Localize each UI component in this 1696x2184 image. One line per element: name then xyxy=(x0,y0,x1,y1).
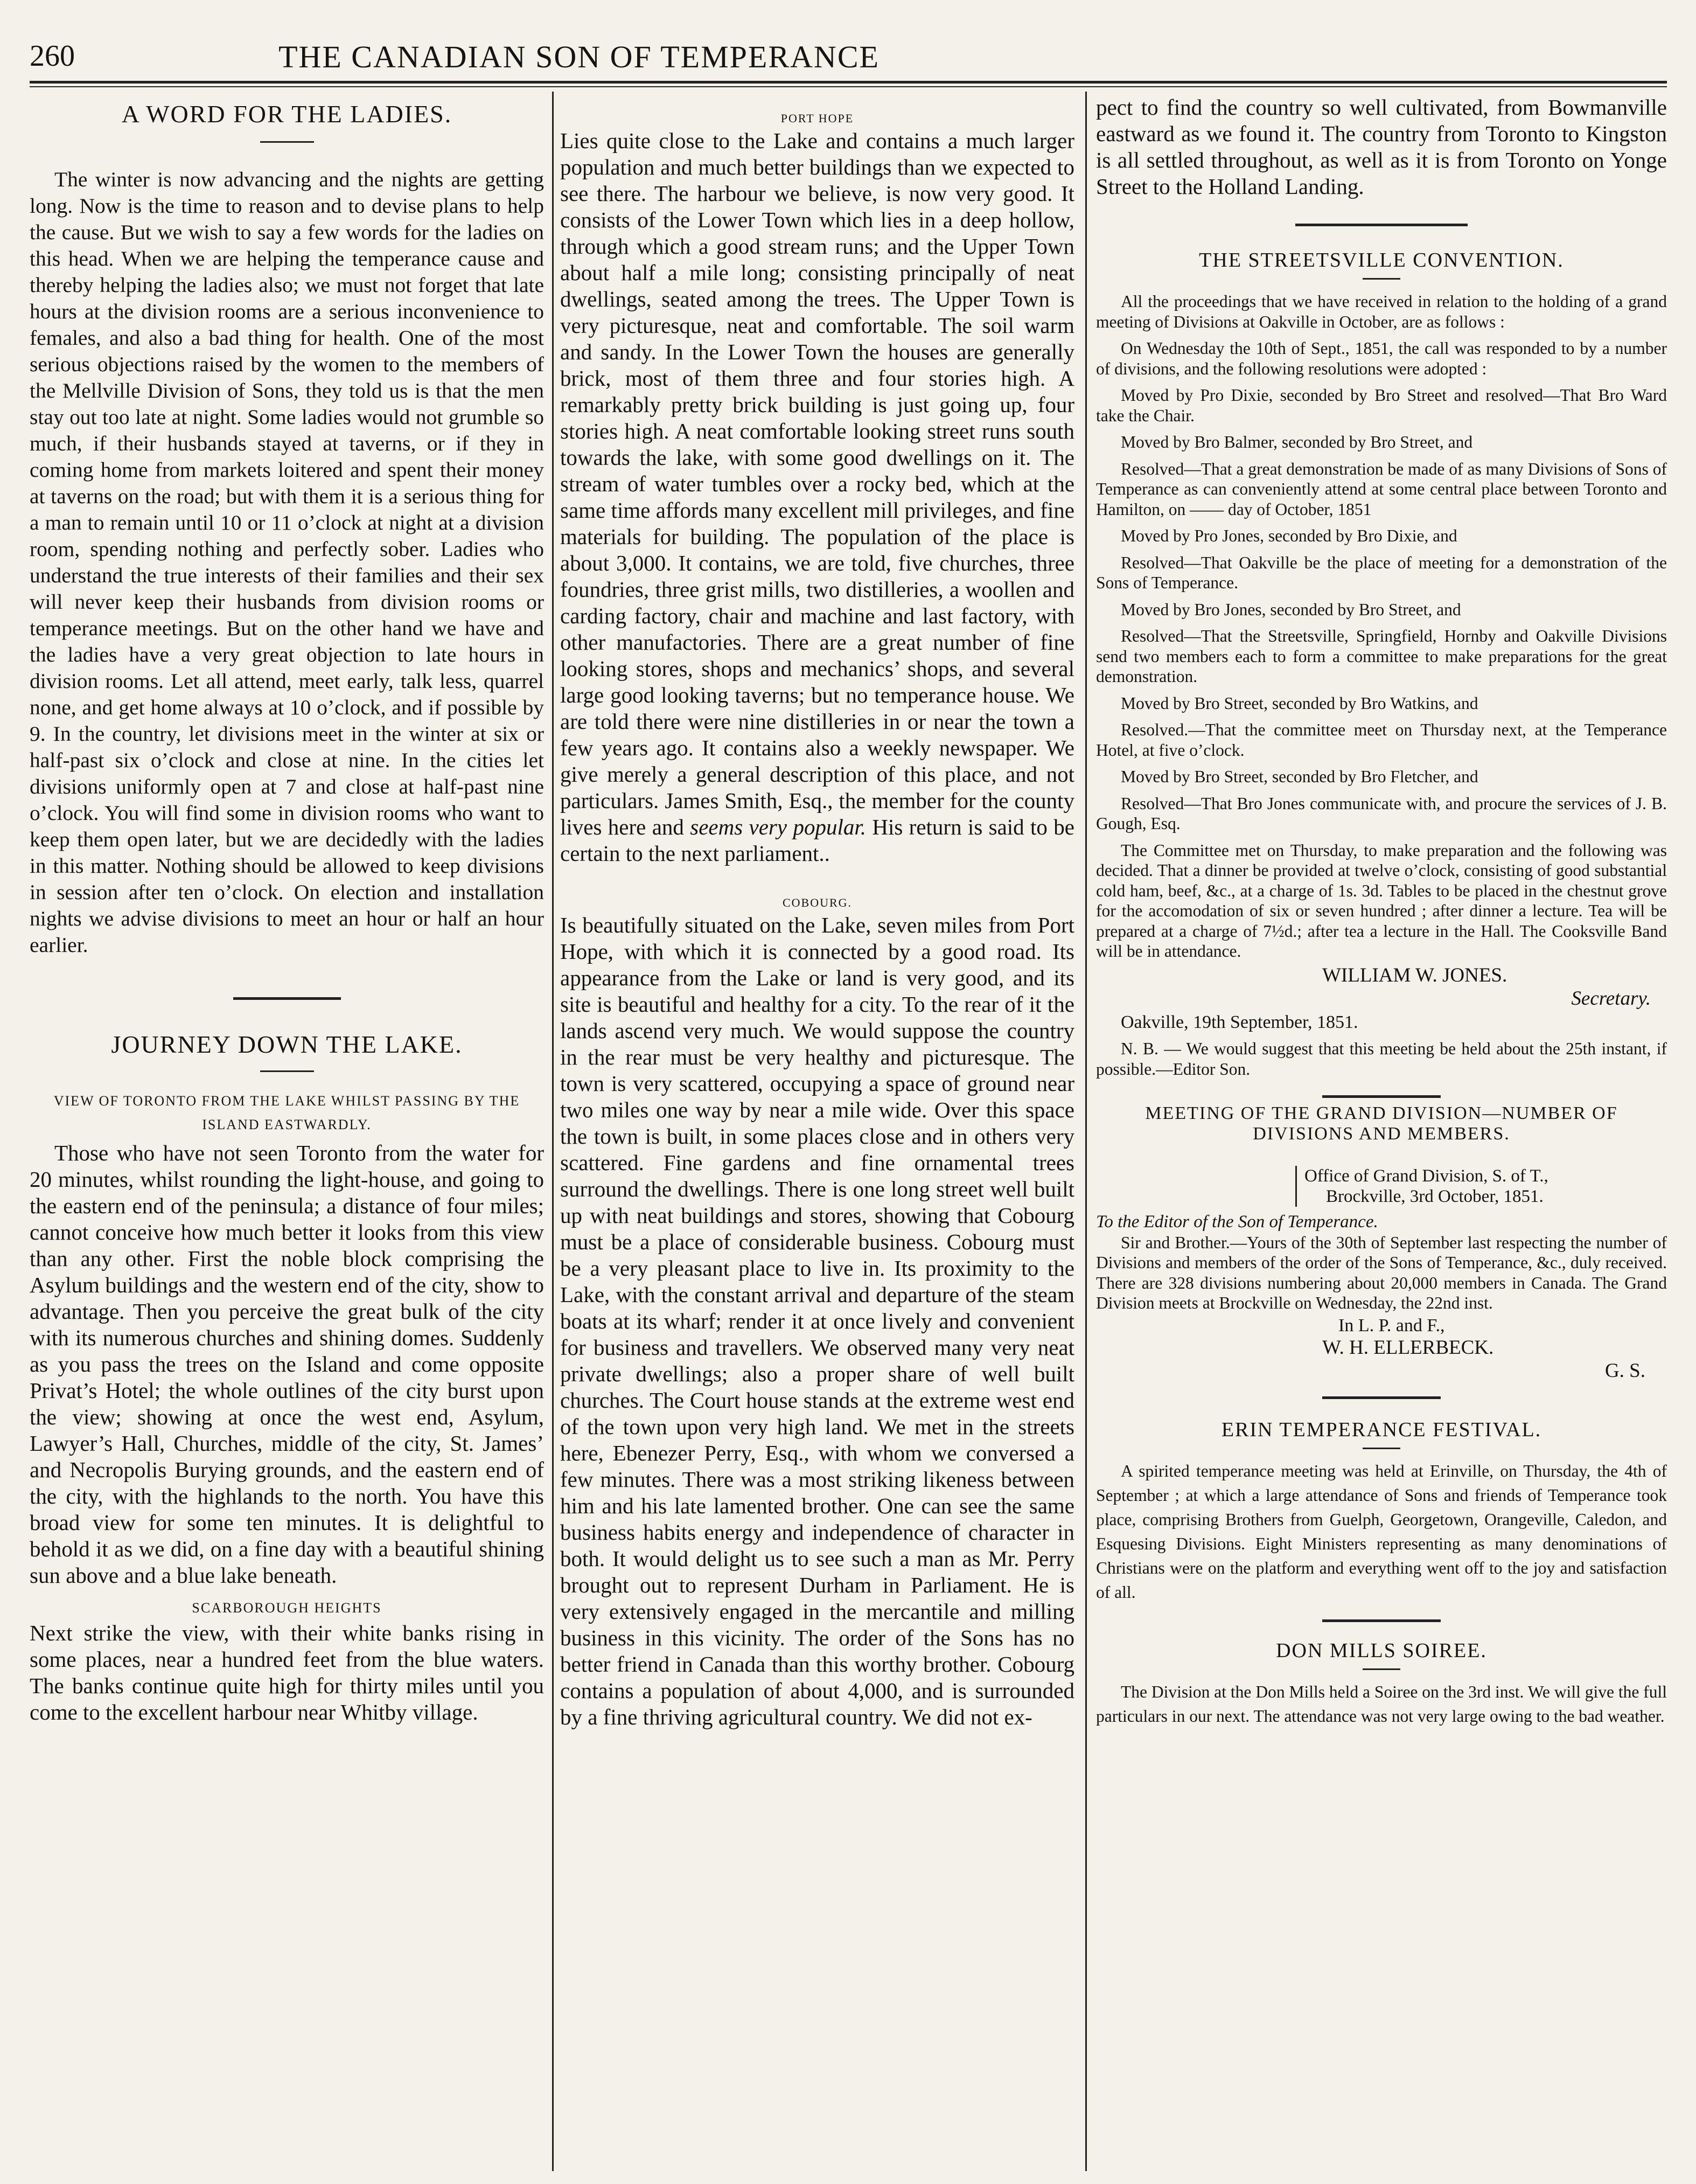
signature-title: Secretary. xyxy=(1571,987,1651,1010)
column-3 xyxy=(1096,94,1667,2168)
convention-paragraph: Moved by Bro Street, seconded by Bro Watkins, and xyxy=(1121,693,1478,713)
convention-paragraph: Moved by Bro Street, seconded by Bro Fletcher, and xyxy=(1121,767,1478,786)
section-rule xyxy=(1322,1095,1441,1098)
editor-note: N. B. — We would suggest that this meeting be held about the 25th instant, if possible.—Editor Son. xyxy=(1096,1039,1667,1079)
section-rule xyxy=(1322,1619,1441,1622)
heading-rule xyxy=(1363,278,1400,280)
letter-body: Sir and Brother.—Yours of the 30th of September last respecting the number of Divisions and members of the order of the Sons of Temperance, &c., duly received. There are 328 divisions numbering about 20,000 members in Canada. The Grand Division meets at Brockville on Wednesday, the 22nd inst. xyxy=(1096,1233,1667,1312)
signature: W. H. ELLERBECK. xyxy=(1322,1336,1494,1359)
article-body xyxy=(560,128,1074,867)
section-rule xyxy=(1322,1396,1441,1399)
convention-paragraph: Resolved—That a great demonstration be made of as many Divisions of Sons of Temperance as can conveniently attend at some central place between Toronto and Hamilton, on —— day of October, 1851 xyxy=(1096,459,1667,519)
convention-paragraph: Moved by Pro Dixie, seconded by Bro Street and resolved—That Bro Ward take the Chair. xyxy=(1096,386,1667,425)
convention-paragraph: Resolved—That the Streetsville, Springfield, Hornby and Oakville Divisions send two members each to form a committee to make preparations for the great demonstration. xyxy=(1096,627,1667,686)
address-line: Office of Grand Division, S. of T., xyxy=(1304,1166,1548,1186)
article-heading: THE STREETSVILLE CONVENTION. xyxy=(1199,249,1564,272)
article-heading: MEETING OF THE GRAND DIVISION—NUMBER OF DIVISIONS AND MEMBERS. xyxy=(1145,1103,1618,1144)
heading-rule xyxy=(260,1070,314,1072)
article-body: Next strike the view, with their white banks rising in some places, near a hundred feet from the blue waters. The banks continue quite high for thirty miles until you come to the excellent harbour near Whitby village. xyxy=(30,1620,544,1724)
article-erin-festival xyxy=(1096,1417,1667,1604)
salutation: To the Editor of the Son of Temperance. xyxy=(1096,1212,1378,1232)
article-subheading: VIEW OF TORONTO FROM THE LAKE WHILST PASSING BY THE ISLAND EASTWARDLY. xyxy=(53,1093,520,1132)
section-subheading: PORT HOPE xyxy=(780,112,854,125)
convention-paragraph: On Wednesday the 10th of Sept., 1851, the call was responded to by a number of divisions, and the following resolutions were adopted : xyxy=(1096,339,1667,378)
convention-paragraph: Resolved—That Oakville be the place of meeting for a demonstration of the Sons of Temperance. xyxy=(1096,553,1667,592)
article-continuation: pect to find the country so well cultivated, from Bowmanville eastward as we found it. The country from Toronto to Kingston is all settled throughout, as well as it is from Toronto on Yonge Street to the Holland Landing. xyxy=(1096,95,1667,199)
article-body: Is beautifully situated on the Lake, seven miles from Port Hope, with which it is connected by a good road. Its appearance from the Lake or land is very good, and its site is beautiful and healthy for a city. To the rear of it the lands ascend very much. We would suppose the country in the rear must be very healthy and picturesque. The town is very scattered, occupying a space of ground near two miles one way by near a mile wide. Over this space the town is built, in some places close and in others very scattered. Fine gardens and fine ornamental trees surround the dwellings. There is one long street well built up with neat buildings and stores, showing that Cobourg must be a place of considerable business. Cobourg must be a very pleasant place to live in. Its proximity to the Lake, with the constant arrival and departure of the steam boats at its wharf; render it at once lively and convenient for business and travellers. We observed many very neat private dwellings; also a proper share of well built churches. The Court house stands at the extreme west end of the town upon very high land. We met in the streets here, Ebenezer Perry, Esq., with whom we conversed a few minutes. There was a most striking likeness between him and his late lamented brother. One can see the same business habits energy and independence of character in both. It would delight us to see such a man as Mr. Perry brought out to represent Durham in Parliament. He is very extensively engaged in the mercantile and milling business in this vicinity. The order of the Sons has no better friend in Canada than this worthy brother. Cobourg contains a population of about 4,000, and is surrounded by a fine thriving agricultural country. We did not ex- xyxy=(560,913,1074,1729)
article-heading: ERIN TEMPERANCE FESTIVAL. xyxy=(1221,1418,1542,1441)
emphasis-text: seems very popular. xyxy=(690,815,866,839)
column-rule-2 xyxy=(1085,92,1087,2171)
article-don-mills-soiree xyxy=(1096,1638,1667,1728)
convention-paragraph: Resolved—That Bro Jones communicate with, and procure the services of J. B. Gough, Esq. xyxy=(1096,794,1667,833)
article-body: The winter is now advancing and the nights are getting long. Now is the time to reason and to devise plans to help the cause. But we wish to say a few words for the ladies on this head. When we are helping the temperance cause and thereby helping the ladies also; we must not forget that late hours at the division rooms are a serious inconvenience to females, and also a bad thing for health. One of the most serious objections raised by the women to the members of the Mellville Division of Sons, they told us is that the men stay out too late at night. Some ladies would not grumble so much, if their husbands stayed at taverns, or if they in coming home from markets loitered and spent their money at taverns on the road; but with them it is a serious thing for a man to remain until 10 or 11 o’clock at night at a division room, spending nothing and perfectly sober. Ladies who understand the true interests of their families and their sex will never keep their husbands from division rooms or temperance meetings. But on the other hand we have and the ladies have a very great objection to late hours in division rooms. Let all attend, meet early, talk less, quarrel none, and get home always at 10 o’clock, and if possible by 9. In the country, let divisions meet in the winter at six or half-past six o’clock and close at nine. In the cities let divisions uniformly open at 7 and close at half-past nine o’clock. You will find some in division rooms who want to keep them open later, but we are decidedly with the ladies in this matter. Nothing should be allowed to keep divisions in session after ten o’clock. On election and installation nights we advise divisions to meet an hour or half an hour earlier. xyxy=(30,168,544,957)
page-number: 260 xyxy=(30,39,75,73)
article-heading: A WORD FOR THE LADIES. xyxy=(121,100,452,128)
dateline: Oakville, 19th September, 1851. xyxy=(1121,1012,1358,1032)
column-1 xyxy=(30,94,544,2168)
signature: WILLIAM W. JONES. xyxy=(1322,964,1507,986)
article-journey-down-the-lake xyxy=(30,1030,544,1726)
article-body: The Division at the Don Mills held a Soiree on the 3rd inst. We will give the full particulars in our next. The attendance was not very large owing to the bad weather. xyxy=(1096,1682,1667,1726)
section-subheading: SCARBOROUGH HEIGHTS xyxy=(192,1600,382,1616)
article-word-for-the-ladies xyxy=(30,100,544,958)
address-block xyxy=(1295,1166,1667,1207)
port-hope-text-end: His return is said to be certain to the next parliament.. xyxy=(560,815,1074,866)
signature-title: G. S. xyxy=(1604,1359,1645,1382)
letter-closing: In L. P. and F., xyxy=(1338,1315,1445,1336)
convention-paragraph: Moved by Pro Jones, seconded by Bro Dixie, and xyxy=(1121,526,1457,545)
convention-paragraph: Resolved.—That the committee meet on Thursday next, at the Temperance Hotel, at five o’clock. xyxy=(1096,720,1667,760)
article-streetsville-convention xyxy=(1096,248,1667,1079)
masthead-rule-top xyxy=(30,81,1667,84)
address-line: Brockville, 3rd October, 1851. xyxy=(1326,1187,1544,1206)
port-hope-text: Lies quite close to the Lake and contains a much larger population and much better buildings than we expected to see there. The harbour we believe, is now very good. It consists of the Lower Town which lies in a deep hollow, through which a good stream runs; and the Upper Town about half a mile long; consisting principally of neat dwellings, seated among the trees. The Upper Town is very picturesque, neat and comfortable. The soil warm and sandy. In the Lower Town the houses are generally brick, most of them three and four stories high. A remarkably pretty brick building is just going up, four stories high. A neat comfortable looking street runs south towards the lake, with some good dwellings on it. The stream of water tumbles over a rocky bed, which at the same time affords many excellent mill privileges, and fine materials for building. The population of the place is about 3,000. It contains, we are told, five churches, three foundries, three grist mills, two distilleries, a woollen and carding factory, chair and machine and last factory, with other manufactories. There are a great number of fine looking stores, shops and mechanics’ shops, and several large good looking taverns; but no temperance house. We are told there were nine distilleries in or near the town a few years ago. It contains also a weekly newspaper. We give merely a general description of this place, and not particulars. James Smith, Esq., the member for the county lives here and xyxy=(560,128,1074,839)
convention-paragraph: All the proceedings that we have received in relation to the holding of a grand meeting of Divisions at Oakville in October, are as follows : xyxy=(1096,292,1667,331)
section-rule xyxy=(233,997,341,1000)
convention-paragraph: The Committee met on Thursday, to make preparation and the following was decided. That a dinner be provided at twelve o’clock, consisting of good substantial cold ham, beef, &c., at a charge of 1s. 3d. Tables to be placed in the chestnut grove for the accomodation of six or seven hundred ; after dinner a lecture. Tea will be prepared at a charge of 7½d.; after tea a lecture in the Hall. The Cooksville Band will be in attendance. xyxy=(1096,840,1667,961)
convention-paragraph: Moved by Bro Jones, seconded by Bro Street, and xyxy=(1121,600,1461,619)
heading-rule xyxy=(1363,1668,1400,1670)
convention-paragraph: Moved by Bro Balmer, seconded by Bro Street, and xyxy=(1121,433,1473,451)
heading-rule xyxy=(1363,1448,1400,1449)
section-subheading: COBOURG. xyxy=(782,896,853,909)
section-rule xyxy=(1295,224,1468,226)
column-2 xyxy=(560,94,1074,2168)
newspaper-title: THE CANADIAN SON OF TEMPERANCE xyxy=(278,39,880,74)
article-heading: JOURNEY DOWN THE LAKE. xyxy=(111,1031,463,1058)
masthead xyxy=(30,39,1128,76)
article-body: A spirited temperance meeting was held at Erinville, on Thursday, the 4th of September ; at which a large attendance of Sons and friends of Temperance took place, comprising Brothers from Guelph, Georgetown, Orangeville, Caledon, and Esquesing Divisions. Eight Ministers representing as many denominations of Christians were on the platform and everything went off to the joy and satisfaction of all. xyxy=(1096,1461,1667,1602)
masthead-rule-bottom xyxy=(30,86,1667,87)
article-heading: DON MILLS SOIREE. xyxy=(1276,1639,1487,1662)
column-rule-1 xyxy=(552,92,554,2171)
convention-paragraphs xyxy=(1096,291,1667,962)
article-grand-division xyxy=(1096,1103,1667,1382)
heading-rule xyxy=(260,141,314,143)
article-body: Those who have not seen Toronto from the water for 20 minutes, whilst rounding the light-house, and going to the eastern end of the peninsula; a distance of four miles; cannot conceive how much better it looks from this view than any other. First the noble block comprising the Asylum buildings and the western end of the city, show to advantage. Then you perceive the great bulk of the city with its numerous churches and shining domes. Suddenly as you pass the trees on the Island and come opposite Privat’s Hotel; the whole outlines of the city burst upon the view; showing at once the west end, Asylum, Lawyer’s Hall, Churches, middle of the city, St. James’ and Necropolis Burying grounds, and the eastern end of the city, with the highlands to the north. You have this broad view for some ten minutes. It is delightful to behold it as we did, on a fine day with a beautiful shining sun above and a blue lake beneath. xyxy=(30,1140,544,1588)
